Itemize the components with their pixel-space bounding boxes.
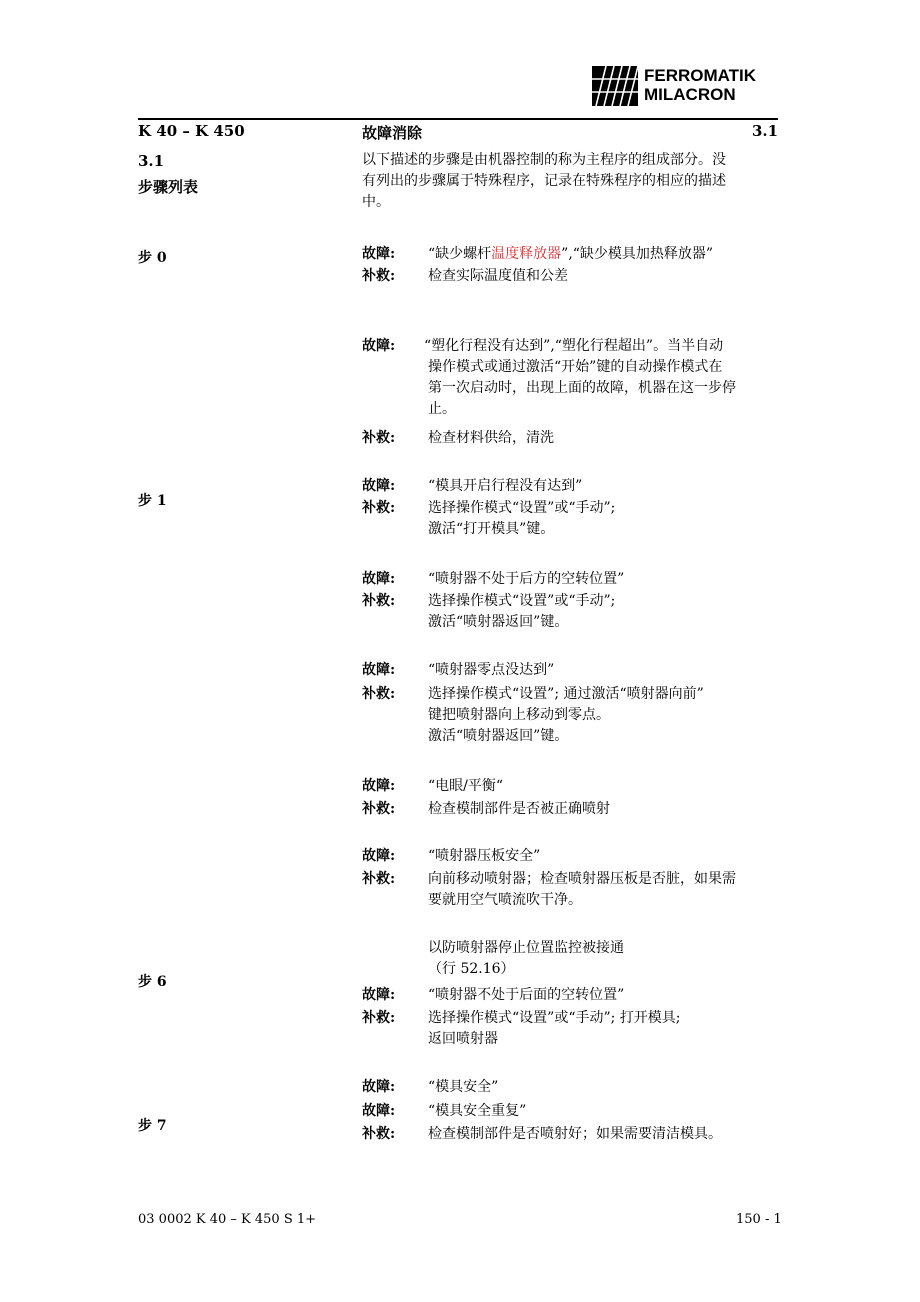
section-title: 步骤列表: [138, 178, 199, 196]
fault-text: [424, 336, 782, 420]
remedy-label: 补救:: [362, 1126, 396, 1142]
fault-label: 故障:: [362, 662, 396, 678]
remedy-label: 补救:: [362, 593, 396, 609]
step-0-label: 步 0: [138, 250, 167, 266]
condition-note: [428, 938, 786, 980]
remedy-text: [428, 498, 786, 540]
footer-page-number: 150 - 1: [736, 1212, 782, 1227]
remedy-line: 选择操作模式“设置”; 通过激活“喷射器向前”: [428, 686, 704, 702]
fault-text-part: “缺少螺杆: [428, 246, 492, 262]
section-number: 3.1: [138, 152, 165, 170]
fault-text: “喷射器不处于后面的空转位置”: [428, 987, 625, 1003]
fault-line: 操作模式或通过激活“开始”键的自动操作模式在: [428, 359, 723, 375]
fault-label: 故障:: [362, 848, 396, 864]
remedy-label: 补救:: [362, 430, 396, 446]
fault-text-highlight: 温度释放器: [491, 246, 562, 262]
header-model: K 40 – K 450: [138, 122, 245, 140]
fault-label: 故障:: [362, 778, 396, 794]
logo-text: [644, 66, 756, 104]
remedy-line: 激活“喷射器返回”键。: [428, 728, 569, 744]
fault-text: “模具开启行程没有达到”: [428, 478, 583, 494]
fault-text: “喷射器压板安全”: [428, 848, 541, 864]
remedy-line: 键把喷射器向上移动到零点。: [428, 707, 610, 723]
step-6-label: 步 6: [138, 974, 167, 990]
fault-text: “电眼/平衡“: [428, 778, 504, 794]
remedy-label: 补救:: [362, 500, 396, 516]
intro-line: 中。: [362, 194, 390, 210]
remedy-label: 补救:: [362, 268, 396, 284]
remedy-text: 检查模制部件是否被正确喷射: [428, 801, 610, 817]
header-rule: [138, 118, 778, 120]
remedy-text: [428, 869, 786, 911]
logo-mark-icon: [592, 66, 638, 106]
remedy-label: 补救:: [362, 686, 396, 702]
logo-line2: MILACRON: [644, 85, 736, 104]
logo-line1: FERROMATIK: [644, 66, 757, 85]
remedy-text: [428, 1008, 786, 1050]
remedy-line: 返回喷射器: [428, 1031, 498, 1047]
remedy-text: 检查模制部件是否喷射好；如果需要清洁模具。: [428, 1126, 722, 1142]
note-line: （行 52.16）: [428, 961, 515, 977]
fault-text: [428, 244, 786, 265]
fault-label: 故障:: [362, 478, 396, 494]
fault-text: “喷射器零点没达到”: [428, 662, 555, 678]
fault-label: 故障:: [362, 1079, 396, 1095]
remedy-line: 选择操作模式“设置”或“手动”;: [428, 593, 616, 609]
fault-text: “喷射器不处于后方的空转位置”: [428, 571, 625, 587]
intro-line: 以下描述的步骤是由机器控制的称为主程序的组成部分。没: [362, 152, 726, 168]
fault-label: 故障:: [362, 338, 396, 354]
company-logo: [592, 66, 774, 106]
fault-line: “塑化行程没有达到”,“塑化行程超出”。当半自动: [424, 338, 724, 354]
remedy-line: 激活“打开模具”键。: [428, 521, 555, 537]
remedy-text: [428, 684, 786, 747]
note-line: 以防喷射器停止位置监控被接通: [428, 940, 624, 956]
step-1-label: 步 1: [138, 493, 167, 509]
fault-text-part: ”,“缺少模具加热释放器”: [561, 246, 714, 262]
remedy-label: 补救:: [362, 1010, 396, 1026]
header-section: 3.1: [752, 122, 779, 140]
remedy-label: 补救:: [362, 871, 396, 887]
fault-label: 故障:: [362, 1103, 396, 1119]
intro-line: 有列出的步骤属于特殊程序，记录在特殊程序的相应的描述: [362, 173, 726, 189]
remedy-text: 检查实际温度值和公差: [428, 268, 568, 284]
remedy-line: 要就用空气喷流吹干净。: [428, 892, 582, 908]
remedy-line: 选择操作模式“设置”或“手动”; 打开模具;: [428, 1010, 681, 1026]
fault-line: 止。: [428, 401, 456, 417]
intro-paragraph: [362, 150, 792, 213]
remedy-label: 补救:: [362, 801, 396, 817]
fault-label: 故障:: [362, 987, 396, 1003]
remedy-text: 检查材料供给，清洗: [428, 430, 554, 446]
remedy-line: 激活“喷射器返回”键。: [428, 614, 569, 630]
fault-label: 故障:: [362, 246, 396, 262]
step-7-label: 步 7: [138, 1118, 167, 1134]
fault-line: 第一次启动时，出现上面的故障，机器在这一步停: [428, 380, 736, 396]
remedy-text: [428, 591, 786, 633]
remedy-line: 向前移动喷射器；检查喷射器压板是否脏，如果需: [428, 871, 736, 887]
fault-label: 故障:: [362, 571, 396, 587]
fault-text: “模具安全”: [428, 1079, 499, 1095]
header-title: 故障消除: [362, 124, 423, 142]
fault-text: “模具安全重复”: [428, 1103, 527, 1119]
footer-doc-id: 03 0002 K 40 – K 450 S 1+: [138, 1212, 317, 1227]
remedy-line: 选择操作模式“设置”或“手动”;: [428, 500, 616, 516]
